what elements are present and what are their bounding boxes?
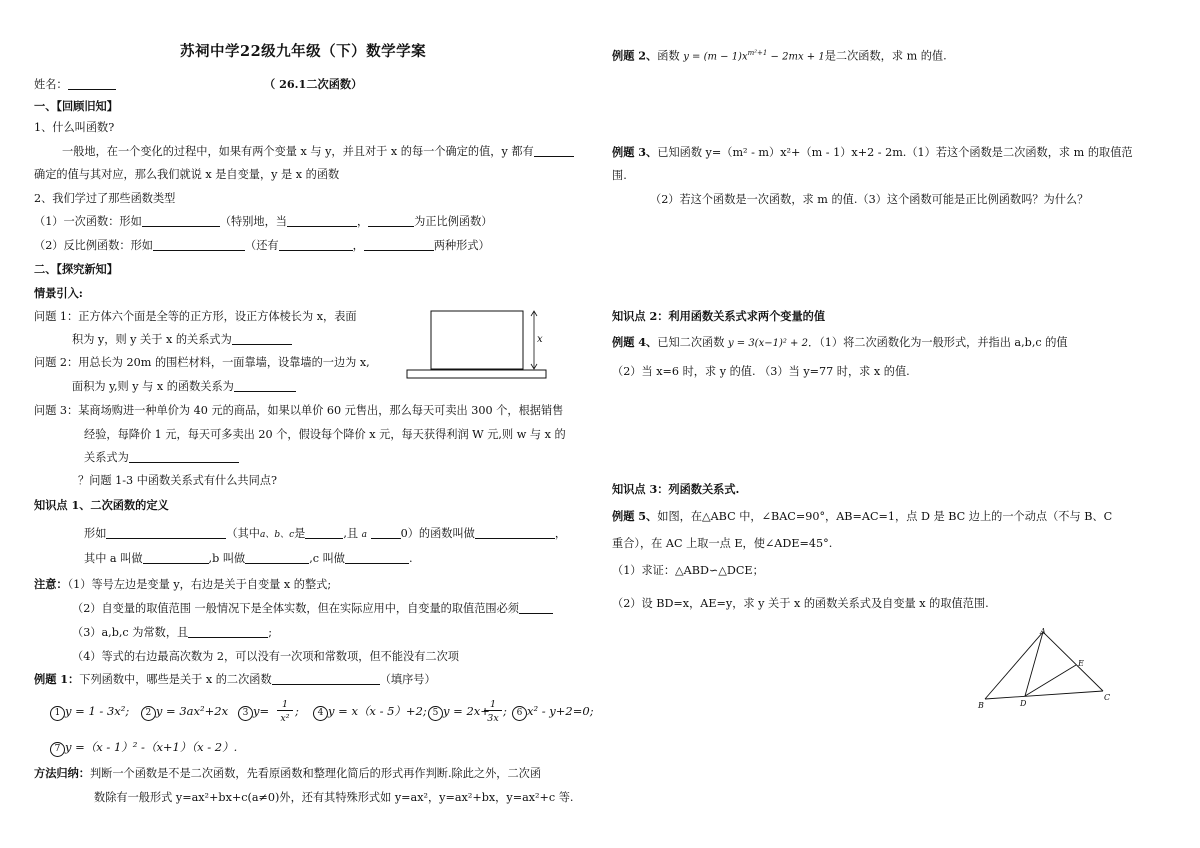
problem-3b: 经验，每降价 1 元，每天可多卖出 20 个，假设每个降价 x 元，每天获得利润 W 元,则 w 与 x 的 <box>84 428 566 441</box>
review-q2-linear: （1）一次函数：形如 （特别地，当 ， 为正比例函数） <box>34 215 493 228</box>
kp1-note-4: （4）等式的右边最高次数为 2，可以没有一次项和常数项，但不能没有二次项 <box>72 650 459 663</box>
example-4-line1: 例题 4、已知二次函数 y = 3(x−1)² + 2．（1）将二次函数化为一般形式，并指出 a,b,c 的值 <box>612 335 1068 349</box>
kp1-note-3: （3）a,b,c 为常数，且 ; <box>72 626 272 639</box>
scenario-intro: 情景引入: <box>34 286 83 300</box>
kp1-note-2: （2）自变量的取值范围 一般情况下是全体实数，但在实际应用中，自变量的取值范围必须 <box>72 601 553 616</box>
side-BC <box>985 691 1103 699</box>
ex1-item3-den: x² <box>280 713 290 724</box>
kp3-heading: 知识点 3：列函数关系式. <box>612 482 740 496</box>
side-AC <box>1043 632 1103 691</box>
note-label: 注意： <box>34 577 68 591</box>
ex1-answer-blank[interactable] <box>272 672 380 685</box>
problem-1a: 问题 1：正方体六个面是全等的正方形，设正方体棱长为 x，表面 <box>34 310 357 323</box>
review-q1: 1、什么叫函数? <box>34 121 115 134</box>
kp1-cond-blank[interactable] <box>305 526 343 539</box>
example-1-item-6: 6 x² - y+2=0; <box>512 704 594 721</box>
linear-cond-blank[interactable] <box>287 214 357 227</box>
example-1-item-7: 7 y =（x - 1）² -（x+1）（x - 2）. <box>50 740 237 757</box>
lesson-subtitle: （ 26.1二次函数） <box>264 77 363 91</box>
example-2: 例题 2、函数 $y = (m - 1)x^{m^2+1} - 2mx + 1$是二次函数，求 m 的值. <box>612 48 947 63</box>
problem-3c: 关系式为 <box>84 450 239 465</box>
kp1-name-blank[interactable] <box>475 526 555 539</box>
p1-blank[interactable] <box>232 332 292 345</box>
kp1-b-name-blank[interactable] <box>245 551 309 564</box>
ex1-item5-tail: ; <box>503 704 507 718</box>
example-1-item-3: 3 y= <box>238 704 269 721</box>
problem-2b: 面积为 y,则 y 与 x 的函数关系为 <box>72 379 296 394</box>
ex1-item5-den: 3x <box>487 713 499 724</box>
right-column <box>612 0 1172 848</box>
left-column <box>34 0 594 848</box>
linear-cond2-blank[interactable] <box>368 214 414 227</box>
domain-blank[interactable] <box>519 601 553 614</box>
const-blank[interactable] <box>188 625 268 638</box>
inverse-alt1-blank[interactable] <box>279 238 353 251</box>
kp1-definition: 形如 （其中a、b、c是 ,且 a 0）的函数叫做 ， <box>84 527 567 540</box>
side-AB <box>985 632 1043 699</box>
example-5-line1: 例题 5、如图，在△ABC 中，∠BAC=90°，AB=AC=1，点 D 是 BC 边上的一个动点（不与 B、C <box>612 509 1113 523</box>
ex1-item3-num: 1 <box>281 699 289 710</box>
kp1-note-1: 注意：（1）等号左边是变量 y，右边是关于自变量 x 的整式; <box>34 577 332 591</box>
name-label: 姓名： <box>34 78 68 91</box>
p2-blank[interactable] <box>234 379 296 392</box>
point-D-label: D <box>1020 699 1027 708</box>
p3-blank[interactable] <box>129 450 239 463</box>
ex1-item3-tail: ; <box>295 704 299 718</box>
example-1-item-5: 5 y = 2x+ <box>428 704 490 721</box>
page-title: 苏祠中学22级九年级（下）数学学案 <box>180 43 427 60</box>
method-summary-1: 方法归纳：判断一个函数是不是二次函数，先看原函数和整理化简后的形式再作判断.除此之外，二次函 <box>34 766 542 780</box>
point-E-label: E <box>1078 659 1084 668</box>
review-q2-inverse: （2）反比例函数：形如 （还有 ， 两种形式） <box>34 239 490 252</box>
example-3-line1: 例题 3、已知函数 y=（m² - m）x²+（m - 1）x+2 - 2m.（1）若这个函数是二次函数，求 m 的取值范 <box>612 145 1133 159</box>
kp1-form-blank[interactable] <box>106 526 226 539</box>
fence-x-label: x <box>537 334 543 345</box>
method-summary-2: 数除有一般形式 y=ax²+bx+c(a≠0)外，还有其特殊形式如 y=ax²，y=ax²+bx，y=ax²+c 等. <box>94 791 574 804</box>
fence-wall-figure <box>406 308 548 382</box>
example-3-line3: （2）若这个函数是一次函数，求 m 的值.（3）这个函数可能是正比例函数吗？为什么？ <box>650 193 1089 206</box>
example-1-items-row1: 1 y = 1 - 3x²; 2 y = 3ax²+2x <box>50 704 228 721</box>
name-blank[interactable] <box>68 77 116 90</box>
point-A-label: A <box>1040 627 1046 636</box>
point-C-label: C <box>1104 693 1111 702</box>
problem-1b: 积为 y，则 y 关于 x 的关系式为 <box>72 332 292 347</box>
example-5-line2: 重合），在 AC 上取一点 E，使∠ADE=45°. <box>612 537 833 550</box>
problem-3a: 问题 3：某商场购进一种单价为 40 元的商品，如果以单价 60 元售出，那么每天可卖出 300 个，根据销售 <box>34 404 564 417</box>
inverse-form-blank[interactable] <box>153 238 245 251</box>
example-3-line2: 围. <box>612 169 627 182</box>
example-1-item-4: 4 y = x（x - 5）+2; <box>313 704 427 721</box>
point-B-label: B <box>978 701 984 710</box>
kp1-a-blank[interactable] <box>371 526 401 539</box>
example-5-line3: （1）求证：△ABD∽△DCE； <box>612 564 764 577</box>
example-5-line4: （2）设 BD=x，AE=y，求 y 关于 x 的函数关系式及自变量 x 的取值范围. <box>612 597 989 610</box>
review-q2: 2、我们学过了那些函数类型 <box>34 192 176 205</box>
linear-form-blank[interactable] <box>142 214 220 227</box>
name-line <box>34 77 116 92</box>
problem-2a: 问题 2：用总长为 20m 的围栏材料，一面靠墙，设靠墙的一边为 x, <box>34 356 370 369</box>
kp1-c-name-blank[interactable] <box>345 551 409 564</box>
review-q1-text-b: 确定的值与其对应，那么我们就说 x 是自变量，y 是 x 的函数 <box>34 168 340 181</box>
example-4-line2: （2）当 x=6 时，求 y 的值. （3）当 y=77 时，求 x 的值. <box>612 365 910 378</box>
kp2-heading: 知识点 2：利用函数关系式求两个变量的值 <box>612 309 826 323</box>
explore-heading: 二、【探究新知】 <box>34 262 118 276</box>
kp1-coefficients: 其中 a 叫做 ,b 叫做 ,c 叫做 . <box>84 552 413 565</box>
ex1-item5-num: 1 <box>489 699 497 710</box>
example-1-prompt: 例题 1：下列函数中，哪些是关于 x 的二次函数 （填序号） <box>34 672 436 686</box>
review-heading: 一、【回顾旧知】 <box>34 99 118 113</box>
q1-blank[interactable] <box>534 144 574 157</box>
problem-common-question: ？问题 1-3 中函数关系式有什么共同点? <box>78 474 277 487</box>
review-q1-text-a: 一般地，在一个变化的过程中，如果有两个变量 x 与 y，并且对于 x 的每一个确定的值，y 都有 <box>62 144 574 159</box>
inverse-alt2-blank[interactable] <box>364 238 434 251</box>
kp1-heading: 知识点 1、二次函数的定义 <box>34 498 169 512</box>
triangle-figure <box>982 628 1122 712</box>
kp1-a-name-blank[interactable] <box>143 551 209 564</box>
